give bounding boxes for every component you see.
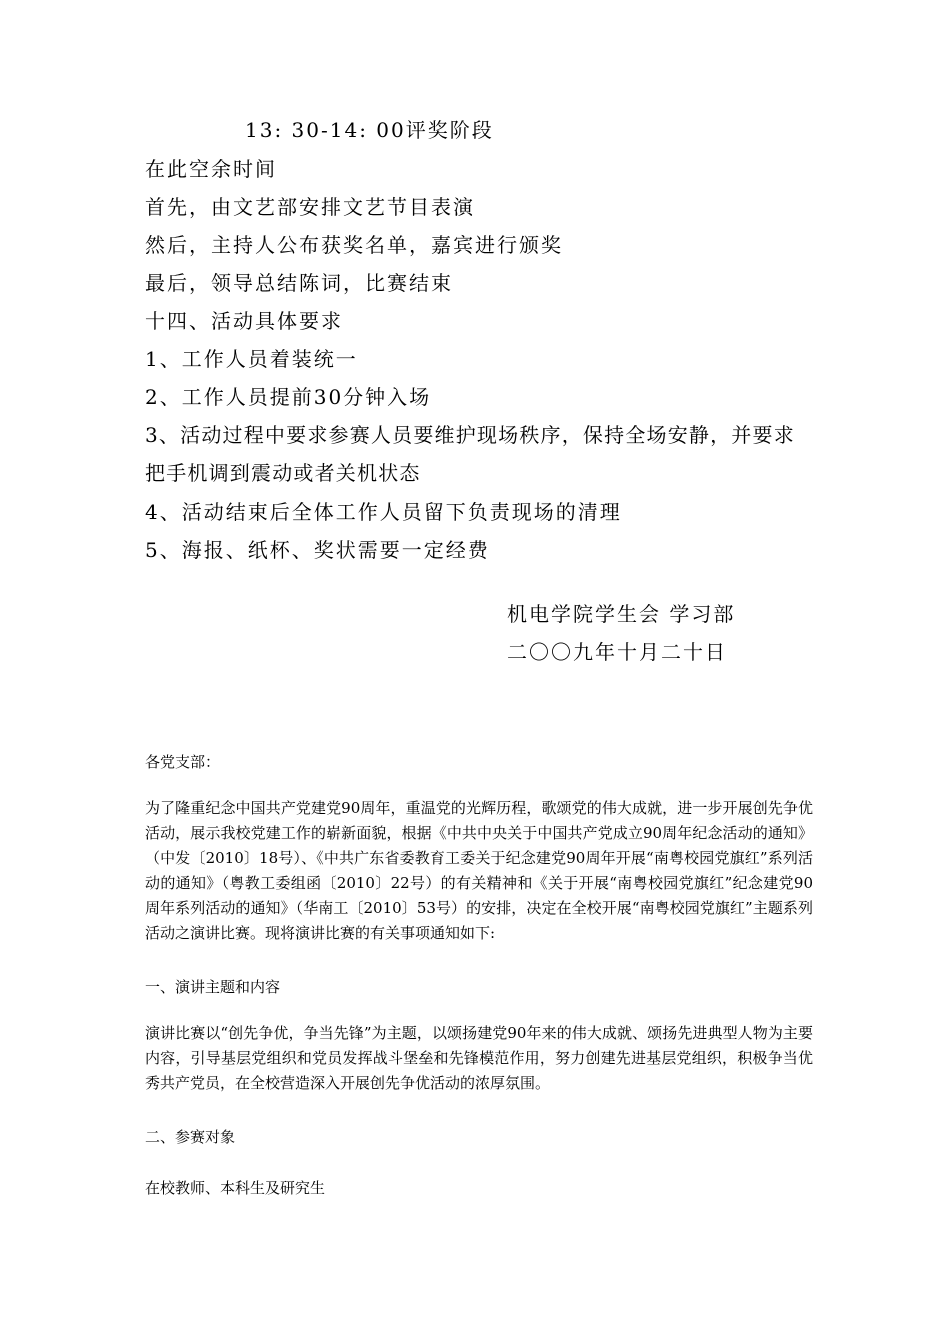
- requirement-item-1: 1、工作人员着装统一: [145, 347, 358, 371]
- section1-heading: 一、演讲主题和内容: [145, 978, 281, 996]
- schedule-time-line: 13: 30-14: 00评奖阶段: [245, 118, 494, 142]
- schedule-step-first: 首先，由文艺部安排文艺节目表演: [145, 195, 475, 219]
- signature-organization: 机电学院学生会 学习部: [507, 602, 736, 626]
- schedule-step-last: 最后，领导总结陈词，比赛结束: [145, 271, 453, 295]
- signature-date: 二〇〇九年十月二十日: [507, 640, 727, 664]
- schedule-step-then: 然后，主持人公布获奖名单，嘉宾进行颁奖: [145, 233, 563, 257]
- schedule-free-time: 在此空余时间: [145, 157, 277, 181]
- requirement-item-5: 5、海报、纸杯、奖状需要一定经费: [145, 538, 490, 562]
- requirement-item-4: 4、活动结束后全体工作人员留下负责现场的清理: [145, 500, 622, 524]
- notice-salutation: 各党支部：: [145, 753, 221, 771]
- notice-intro: 为了隆重纪念中国共产党建党90周年，重温党的光辉历程，歌颂党的伟大成就，进一步开展创先争优活动，展示我校党建工作的崭新面貌，根据《中共中央关于中国共产党成立90周年纪念活动的通知》（中发〔2010〕18号）、《中共广东省委教育工委关于纪念建党90周年开展“南粤校园党旗红”系列活动的通知》（粤教工委组函〔2010〕22号）的有关精神和《关于开展“南粤校园党旗红”纪念建党90周年系列活动的通知》（华南工〔2010〕53号）的安排，决定在全校开展“南粤校园党旗红”主题系列活动之演讲比赛。现将演讲比赛的有关事项通知如下:: [145, 799, 813, 942]
- section2-body: 在校教师、本科生及研究生: [145, 1179, 326, 1197]
- requirement-item-3: 3、活动过程中要求参赛人员要维护现场秩序，保持全场安静，并要求把手机调到震动或者关机状态: [145, 423, 795, 485]
- requirement-item-2: 2、工作人员提前30分钟入场: [145, 385, 432, 409]
- section1-body: 演讲比赛以“创先争优，争当先锋”为主题，以颂扬建党90年来的伟大成就、颂扬先进典型人物为主要内容，引导基层党组织和党员发挥战斗堡垒和先锋模范作用，努力创建先进基层党组织，积极争当优秀共产党员，在全校营造深入开展创先争优活动的浓厚氛围。: [145, 1024, 813, 1092]
- section2-heading: 二、参赛对象: [145, 1128, 236, 1146]
- requirements-heading: 十四、活动具体要求: [145, 309, 343, 333]
